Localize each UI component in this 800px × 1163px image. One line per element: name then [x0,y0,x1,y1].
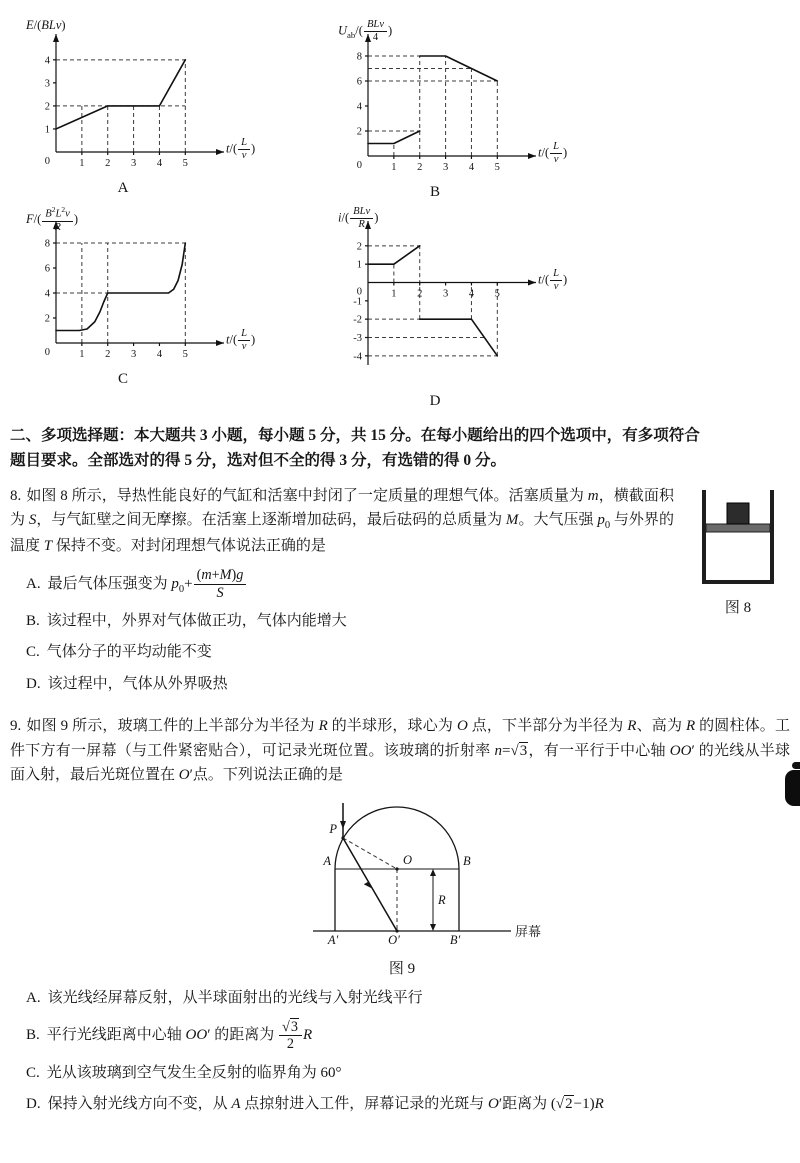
svg-text:5: 5 [182,349,188,360]
svg-text:5: 5 [494,162,500,173]
question-9 [0,714,800,1115]
svg-text:4: 4 [156,158,163,169]
svg-text:4: 4 [44,288,50,300]
print-artifact [785,770,800,806]
svg-text:3: 3 [442,162,449,173]
svg-text:1: 1 [391,162,397,173]
q9-option-d: D. 保持入射光线方向不变，从 A 点掠射进入工件，屏幕记录的光斑与 O′距离为 (√2−1)R [26,1096,604,1113]
cylinder-piston-figure [692,486,784,588]
question-8 [0,484,800,705]
graph-D-letter: D [429,393,441,409]
svg-text:4: 4 [44,55,50,67]
svg-text:8: 8 [44,238,50,250]
svg-text:3: 3 [442,288,449,300]
q8-stem [10,484,790,559]
section-heading-line1: 二、多项选择题：本大题共 3 小题，每小题 5 分，共 15 分。在每小题给出的四个选项中，有多项符合 [10,427,700,444]
svg-text:-2: -2 [353,314,362,326]
graph-A-ylabel: E/(BLv) [26,18,66,32]
svg-text:3: 3 [44,78,50,90]
svg-text:8: 8 [356,51,362,63]
fig9-label-o-prime: O′ [388,933,400,948]
fig9-label-o: O [403,853,413,868]
graph-A-canvas [20,18,280,178]
graph-D-ylabel: i/( $\frac{\text{BLv}}{R}$ ) [338,206,379,231]
fig9-label-b: B [463,854,471,869]
q9-number: 9. [10,718,22,735]
svg-text:2: 2 [105,349,111,360]
q8-option-b: B. 该过程中，外界对气体做正功，气体内能增大 [26,612,347,629]
graph-B-letter: B [429,184,440,200]
fig9-label-a: A [323,854,331,869]
graph-D-xlabel: t/( $\frac{L}{v}$ ) [538,267,568,292]
graph-option-B [332,19,632,201]
svg-text:1: 1 [356,259,362,271]
svg-text:0: 0 [356,286,362,298]
fig9-label-p: P [329,822,337,837]
graph-D-canvas [332,206,592,391]
svg-text:-1: -1 [353,296,362,308]
q8-number: 8. [10,487,22,504]
answer-graphs [0,0,800,410]
svg-text:-3: -3 [353,333,362,344]
svg-text:3: 3 [130,349,137,360]
graph-C-xlabel: t/( $\frac{L}{v}$ ) [226,328,256,353]
q8-option-a: A. 最后气体压强变为 $p_0+$ $\frac{(m+M)g}{S}$ [26,567,790,601]
graph-option-A [20,18,320,201]
graph-A-letter: A [117,180,129,196]
svg-text:6: 6 [356,76,362,88]
graph-option-C [20,205,320,410]
svg-text:2: 2 [417,162,423,173]
graph-B-ylabel: $U_{ab}/$( $\frac{\text{BLv}}{4}$ ) [338,19,393,44]
q8-stem-text: 如图 8 所示，导热性能良好的气缸和活塞中封闭了一定质量的理想气体。活塞质量为 m，横截面积为 S，与气缸壁之间无摩擦。在活塞上逐渐增加砝码，最后砝码的总质量为 M。大气压强 $p_0$ 与外界的温度 T 保持不变。对封闭理想气体说法正确的是 [10,487,674,554]
fig9-label-r: R [438,893,446,908]
q9-stem-text: 如图 9 所示，玻璃工件的上半部分为半径为 R 的半球形，球心为 O 点，下半部分为半径为 R、高为 R 的圆柱体。工件下方有一屏幕（与工件紧密贴合），可记录光斑位置。该玻璃的折射率 n=√3，有一平行于中心轴 OO′ 的光线从半球面入射，最后光斑位置在 O′点。下列说法正确的是 [10,718,790,784]
figure-8-caption: 图 8 [724,599,752,616]
graph-C-ylabel: F/( $\frac{B^2L^2v}{R}$ ) [26,205,78,233]
svg-text:1: 1 [391,288,397,300]
fig9-label-screen: 屏幕 [515,924,542,940]
svg-text:2: 2 [356,241,362,253]
graph-A-xlabel: t/( $\frac{L}{v}$ ) [226,137,256,162]
svg-text:2: 2 [44,101,50,113]
q8-option-c: C. 气体分子的平均动能不变 [26,644,212,661]
graph-plot-D [332,209,544,391]
q9-stem [10,714,790,787]
svg-text:1: 1 [79,349,85,360]
section-heading [0,424,800,474]
svg-text:4: 4 [156,349,163,360]
svg-text:2: 2 [44,313,50,325]
figure-9 [242,791,562,978]
q8-option-d: D. 该过程中，气体从外界吸热 [26,675,228,692]
svg-text:0: 0 [356,160,362,171]
svg-text:4: 4 [356,101,362,113]
graph-B-canvas [332,19,592,182]
fig9-label-a-prime: A′ [327,933,339,948]
svg-text:5: 5 [494,288,500,300]
svg-text:2: 2 [356,126,362,138]
svg-text:6: 6 [44,263,50,275]
graph-C-letter: C [117,371,128,387]
q9-option-a: A. 该光线经屏幕反射，从半球面射出的光线与入射光线平行 [26,990,423,1007]
figure-8 [686,486,790,617]
graph-option-D [332,206,632,410]
q9-option-c: C. 光从该玻璃到空气发生全反射的临界角为 60° [26,1064,342,1081]
svg-text:0: 0 [44,347,50,358]
section-heading-line2: 题目要求。全部选对的得 5 分，选对但不全的得 3 分，有选错的得 0 分。 [10,451,507,469]
graph-C-canvas [20,205,280,369]
graph-plot-A [20,22,232,178]
svg-text:4: 4 [468,162,475,173]
svg-text:1: 1 [79,158,85,169]
svg-text:2: 2 [105,158,111,169]
svg-text:3: 3 [130,158,137,169]
graph-plot-B [332,22,544,182]
q9-option-b: B. 平行光线距离中心轴 OO′ 的距离为 $\frac{√3}{2}$ R [26,1018,313,1053]
svg-text:-4: -4 [353,351,362,363]
graph-B-xlabel: t/( $\frac{L}{v}$ ) [538,141,568,166]
svg-text:0: 0 [44,156,50,167]
svg-text:4: 4 [468,288,475,300]
svg-text:2: 2 [417,288,423,300]
optics-figure [247,791,557,949]
svg-text:5: 5 [182,158,188,169]
fig9-label-b-prime: B′ [449,933,461,948]
figure-9-caption: 图 9 [388,961,416,978]
svg-text:1: 1 [44,124,50,136]
